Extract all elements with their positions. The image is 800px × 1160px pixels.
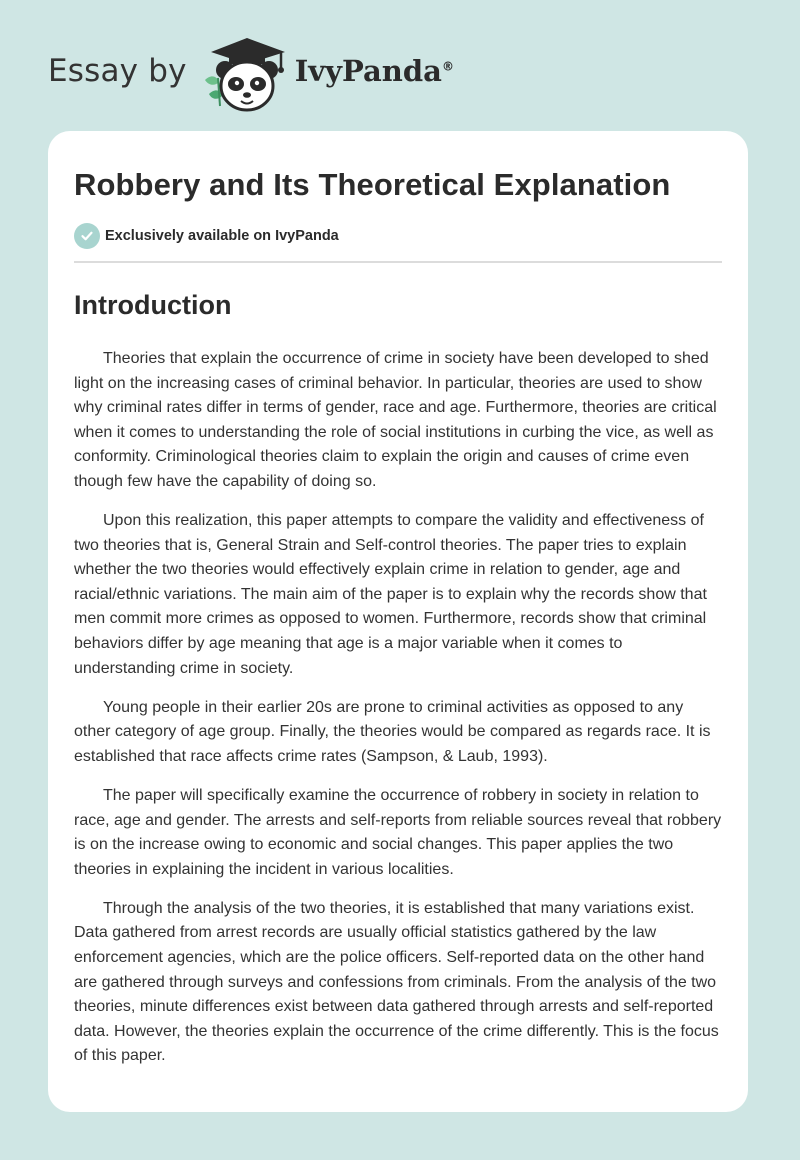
page-title: Robbery and Its Theoretical Explanation (74, 167, 671, 202)
essay-body (74, 347, 722, 1069)
paragraph: The paper will specifically examine the occurrence of robbery in society in relation to race, age and gender. The arrests and self-reports from reliable sources reveal that robbery is on the increase owing to economic and social changes. This paper applies the two theories in explaining the incident in various localities. (74, 787, 722, 878)
divider (74, 261, 722, 263)
exclusive-badge (74, 223, 722, 249)
paragraph: Theories that explain the occurrence of crime in society have been developed to shed light on the increasing cases of criminal behavior. In particular, theories are used to show why criminal rates differ in terms of gender, race and age. Furthermore, theories are critical when it comes to understanding the role of social institutions in curbing the vice, as well as conformity. Criminological theories claim to explain the origin and causes of crime even though few have the capability of doing so. (74, 350, 717, 490)
badge-label: Exclusively available on IvyPanda (105, 228, 339, 244)
registered-mark: ® (441, 59, 454, 74)
essay-card (48, 131, 748, 1112)
paragraph: Through the analysis of the two theories, it is established that many variations exist. Data gathered from arrest records are usually official statistics gathered by the law enforcement agencies, which are the police officers. Self-reported data on the other hand are gathered through surveys and confessions from criminals. From the analysis of the two theories, minute differences exist between data gathered through arrests and self-reported data. However, the theories explain the occurrence of the crime differently. This is the focus of this paper. (74, 899, 719, 1065)
check-icon (74, 223, 100, 249)
brand-name: IvyPanda® (294, 54, 454, 88)
brand-header[interactable] (48, 34, 454, 114)
section-heading: Introduction (74, 290, 232, 320)
panda-logo-icon (201, 34, 293, 114)
paragraph: Young people in their earlier 20s are prone to criminal activities as opposed to any other category of age group. Finally, the theories would be compared as regards race. It is established that race affects crime rates (Sampson, & Laub, 1993). (74, 698, 711, 765)
paragraph: Upon this realization, this paper attempts to compare the validity and effectiveness of two theories that is, General Strain and Self-control theories. The paper tries to explain whether the two theories would effectively explain crime in relation to gender, age and racial/ethnic variations. The main aim of the paper is to explain why the records show that men commit more crimes as opposed to women. Furthermore, records show that criminal behaviors differ by age meaning that age is a major variable when it comes to understanding crime in society. (74, 512, 707, 677)
brand-prefix: Essay by (48, 53, 187, 89)
